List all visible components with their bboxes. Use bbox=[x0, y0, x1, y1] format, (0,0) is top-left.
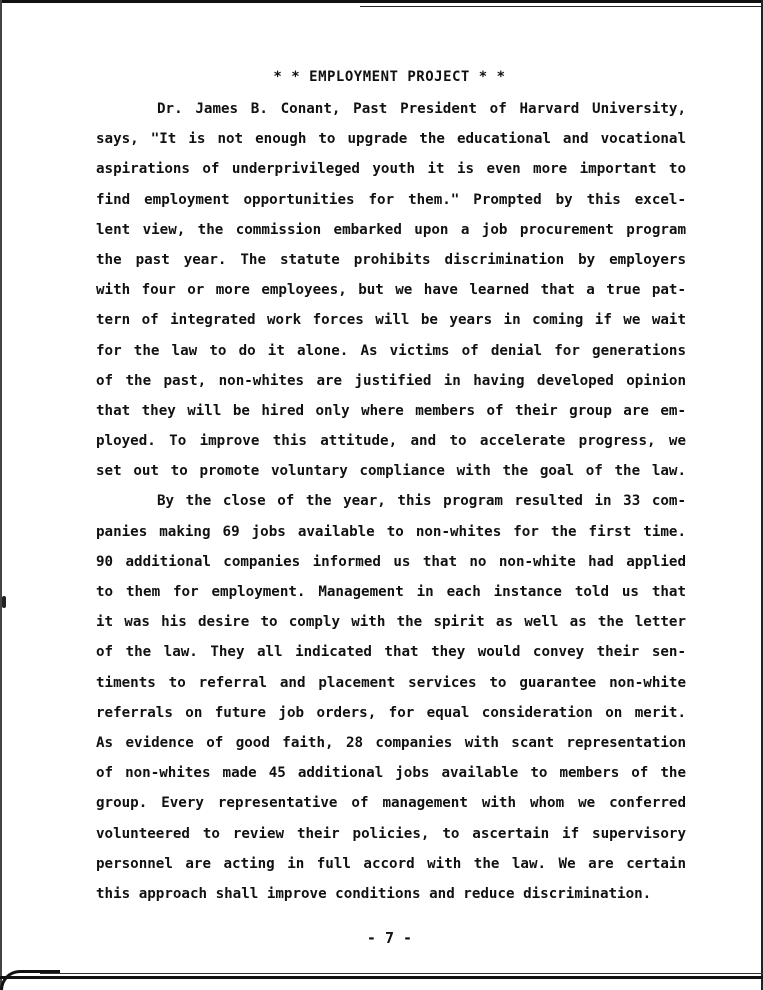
text-line: of the past, non-whites are justified in having developed opinion bbox=[96, 372, 686, 389]
text-line: By the close of the year, this program resulted in 33 com- bbox=[157, 493, 686, 510]
text-line: lent view, the commission embarked upon a job procurement program bbox=[96, 221, 686, 238]
text-line: 90 additional companies informed us that no non-white had applied bbox=[96, 553, 686, 570]
scan-left-edge bbox=[0, 0, 2, 990]
text-line: set out to promote voluntary compliance with the goal of the law. bbox=[96, 463, 686, 480]
text-line: that they will be hired only where members of their group are em- bbox=[96, 402, 686, 419]
text-line: says, "It is not enough to upgrade the educational and vocational bbox=[96, 131, 686, 148]
text-line: tern of integrated work forces will be years in coming if we wait bbox=[96, 312, 686, 329]
text-line: this approach shall improve conditions and reduce discrimination. bbox=[96, 885, 652, 902]
text-line: to them for employment. Management in each instance told us that bbox=[96, 584, 686, 600]
text-line: of the law. They all indicated that they would convey their sen- bbox=[96, 644, 686, 661]
text-line: aspirations of underprivileged youth it is even more important to bbox=[96, 161, 686, 178]
text-line: with four or more employees, but we have learned that a true pat- bbox=[96, 282, 686, 299]
text-line: As evidence of good faith, 28 companies with scant representation bbox=[96, 734, 686, 751]
text-line: find employment opportunities for them." Prompted by this excel- bbox=[96, 191, 686, 208]
paragraph-1 bbox=[96, 94, 686, 486]
text-line: for the law to do it alone. As victims of denial for generations bbox=[96, 342, 686, 359]
text-line: the past year. The statute prohibits discrimination by employers bbox=[96, 251, 686, 268]
scan-top-line bbox=[360, 6, 763, 7]
page-number: - 7 - bbox=[366, 929, 413, 947]
text-line: personnel are acting in full accord with the law. We are certain bbox=[96, 855, 686, 872]
body-text bbox=[96, 94, 686, 909]
text-line: volunteered to review their policies, to ascertain if supervisory bbox=[96, 825, 686, 842]
text-line: Dr. James B. Conant, Past President of Harvard University, bbox=[157, 101, 686, 117]
scan-bottom-border bbox=[0, 976, 763, 990]
scan-mark bbox=[2, 596, 6, 608]
text-line: it was his desire to comply with the spirit as well as the letter bbox=[96, 614, 686, 631]
scan-bottom-line bbox=[40, 973, 763, 974]
text-line: referrals on future job orders, for equal consideration on merit. bbox=[96, 704, 686, 721]
text-line: group. Every representative of management with whom we conferred bbox=[96, 795, 686, 812]
text-line: of non-whites made 45 additional jobs available to members of the bbox=[96, 765, 686, 782]
text-line: panies making 69 jobs available to non-whites for the first time. bbox=[96, 523, 686, 540]
text-line: timents to referral and placement services to guarantee non-white bbox=[96, 674, 686, 691]
paragraph-2 bbox=[96, 486, 686, 909]
page-heading: * * EMPLOYMENT PROJECT * * bbox=[273, 69, 506, 85]
scan-bottom-curl bbox=[0, 970, 60, 990]
text-line: ployed. To improve this attitude, and to accelerate progress, we bbox=[96, 433, 686, 450]
